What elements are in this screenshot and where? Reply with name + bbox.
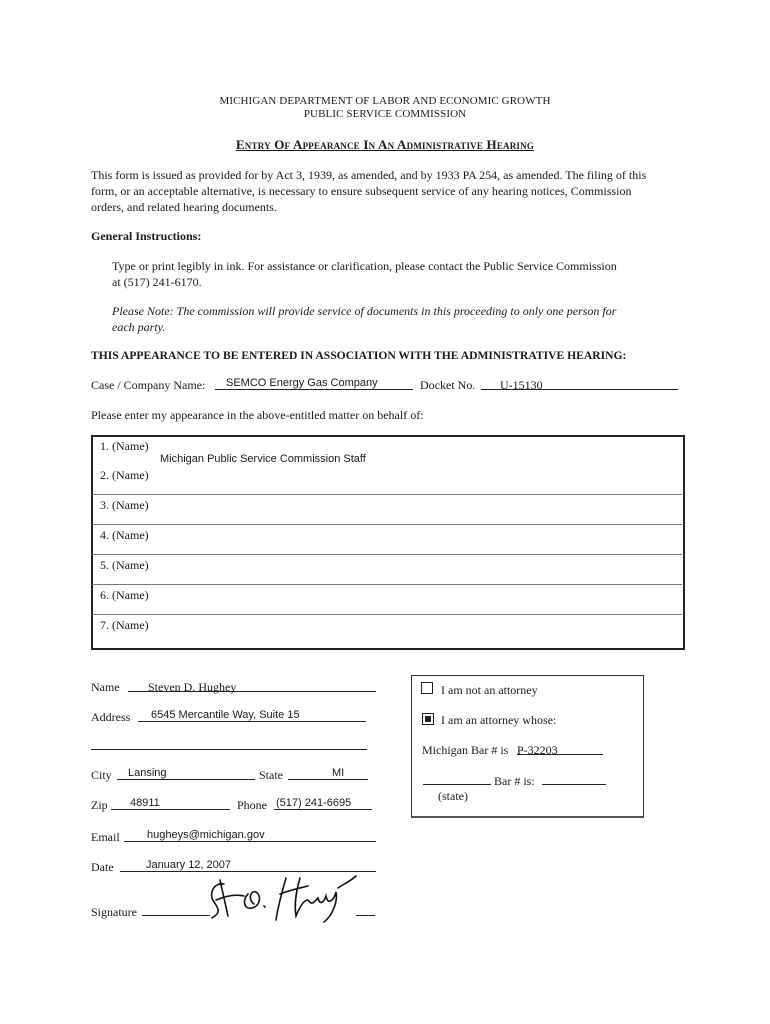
intro-line-2: form, or an acceptable alternative, is necessary to ensure subsequent service of any hearing notices, Commission	[91, 184, 632, 198]
intro-line-3: orders, and related hearing documents.	[91, 200, 277, 214]
city-label: City	[91, 768, 112, 782]
behalf-text: Please enter my appearance in the above-entitled matter on behalf of:	[91, 408, 424, 422]
case-company-value[interactable]: SEMCO Energy Gas Company	[226, 377, 378, 389]
row-divider	[92, 614, 682, 615]
docket-label: Docket No.	[420, 378, 476, 392]
signature-label: Signature	[91, 905, 137, 919]
state-line	[288, 779, 368, 780]
email-label: Email	[91, 830, 120, 844]
phone-line	[274, 809, 372, 810]
party-7-label: 7. (Name)	[100, 618, 149, 632]
party-6-label: 6. (Name)	[100, 588, 149, 602]
city-line	[117, 779, 255, 780]
parties-box	[91, 435, 685, 650]
party-1-value[interactable]: Michigan Public Service Commission Staff	[160, 453, 366, 465]
attorney-checkbox[interactable]	[422, 713, 434, 725]
instructions-line-1: Type or print legibly in ink. For assistance or clarification, please contact the Public Service Commission	[112, 259, 617, 273]
row-divider	[92, 524, 682, 525]
party-5-label: 5. (Name)	[100, 558, 149, 572]
docket-value[interactable]: U-15130	[500, 378, 543, 392]
note-line-1: Please Note: The commission will provide service of documents in this proceeding to only one person for	[112, 304, 617, 318]
address-label: Address	[91, 710, 131, 724]
signature-line-end	[356, 915, 375, 916]
state-value[interactable]: MI	[332, 767, 345, 779]
party-1-label: 1. (Name)	[100, 439, 149, 453]
email-line	[124, 841, 376, 842]
row-divider	[92, 554, 682, 555]
department-name: MICHIGAN DEPARTMENT OF LABOR AND ECONOMIC GROWTH	[219, 95, 551, 107]
case-company-label: Case / Company Name:	[91, 378, 206, 392]
state-label: State	[259, 768, 283, 782]
signature-line	[142, 915, 210, 916]
commission-name: PUBLIC SERVICE COMMISSION	[303, 108, 467, 120]
address-value[interactable]: 6545 Mercantile Way, Suite 15	[151, 709, 300, 721]
date-label: Date	[91, 860, 114, 874]
name-label: Name	[91, 680, 120, 694]
intro-line-1: This form is issued as provided for by Act 3, 1939, as amended, and by 1933 PA 254, as amended. The filing of this	[91, 168, 647, 182]
state-hint: (state)	[438, 789, 468, 803]
name-value[interactable]: Steven D. Hughey	[148, 680, 237, 694]
attorney-label: I am an attorney whose:	[441, 713, 557, 727]
row-divider	[92, 494, 682, 495]
note-line-2: each party.	[112, 320, 166, 334]
email-value[interactable]: hugheys@michigan.gov	[147, 829, 265, 841]
zip-line	[111, 809, 230, 810]
party-4-label: 4. (Name)	[100, 528, 149, 542]
case-company-line	[215, 389, 413, 390]
bar-number-value[interactable]: P-32203	[517, 743, 558, 757]
handwritten-signature	[204, 872, 358, 924]
other-bar-label: Bar # is:	[494, 774, 535, 788]
address-line	[138, 721, 366, 722]
form-title: Entry Of Appearance In An Administrative Hearing	[235, 137, 535, 152]
not-attorney-checkbox[interactable]	[421, 682, 433, 694]
row-divider	[92, 584, 682, 585]
instructions-heading: General Instructions:	[91, 229, 202, 243]
other-bar-line[interactable]	[542, 784, 606, 785]
date-value[interactable]: January 12, 2007	[146, 859, 232, 871]
city-value[interactable]: Lansing	[128, 767, 167, 779]
bar-number-label: Michigan Bar # is	[422, 743, 509, 757]
instructions-line-2: at (517) 241-6170.	[112, 275, 202, 289]
phone-label: Phone	[237, 798, 267, 812]
zip-label: Zip	[91, 798, 108, 812]
address-line-2	[91, 749, 367, 750]
party-3-label: 3. (Name)	[100, 498, 149, 512]
appearance-heading: THIS APPEARANCE TO BE ENTERED IN ASSOCIATION WITH THE ADMINISTRATIVE HEARING:	[91, 349, 627, 362]
phone-value[interactable]: (517) 241-6695	[276, 797, 352, 809]
zip-value[interactable]: 48911	[130, 797, 160, 809]
not-attorney-label: I am not an attorney	[441, 683, 538, 697]
party-2-label: 2. (Name)	[100, 468, 149, 482]
other-state-line[interactable]	[423, 784, 491, 785]
